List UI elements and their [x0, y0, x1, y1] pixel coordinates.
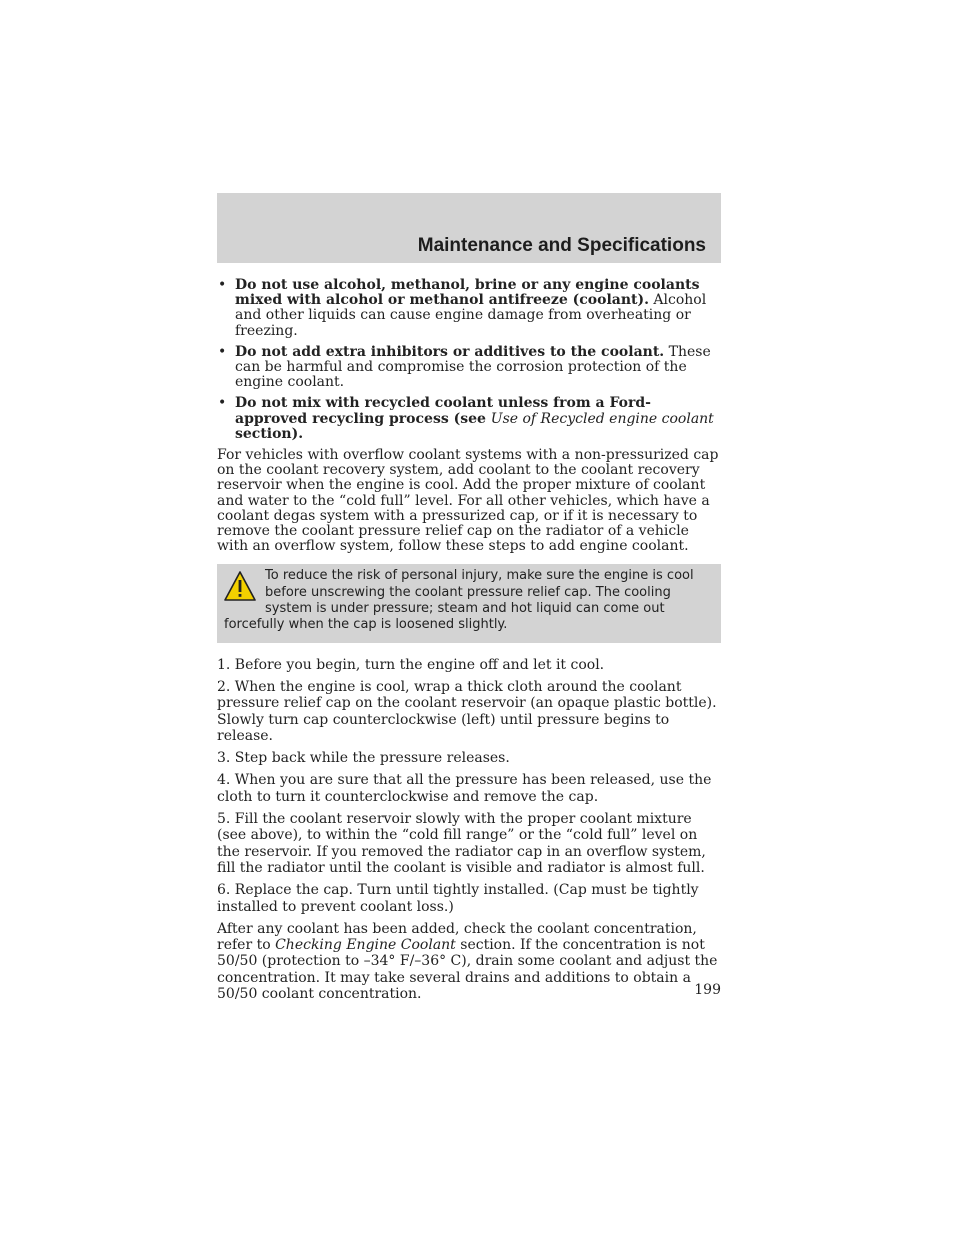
bullet-bold-text: Do not mix with recycled coolant unless from a Ford-approved recycling process (see: [235, 395, 651, 427]
bullet-bold-text: Do not add extra inhibitors or additives to the coolant.: [235, 343, 665, 360]
step-item: 2. When the engine is cool, wrap a thick cloth around the coolant pressure relief cap on the coolant reservoir (an opaque plastic bottle). Slowly turn cap counterclockwise (left) until pressure begins to release.: [217, 678, 717, 744]
bullet-dot-icon: •: [218, 395, 227, 412]
bullet-reference-link-text: Use of Recycled engine coolant: [490, 410, 714, 427]
closing-text-before: After any coolant has been added, check the coolant concentration, refer to: [217, 920, 697, 954]
warning-triangle-icon: [224, 570, 256, 602]
bullet-text: Alcohol and other liquids can cause engine damage from overheating or freezing.: [235, 292, 707, 339]
step-item: 4. When you are sure that all the pressure has been released, use the cloth to turn it counterclockwise and remove the cap.: [217, 772, 712, 805]
bullet-item: [217, 396, 721, 442]
steps-list: [217, 657, 721, 1003]
caution-bullet-list: [217, 278, 721, 442]
page-number: 199: [694, 982, 721, 998]
step-item: 6. Replace the cap. Turn until tightly installed. (Cap must be tightly installed to prevent coolant loss.): [217, 882, 699, 915]
step-item: 5. Fill the coolant reservoir slowly with the proper coolant mixture (see above), to within the “cold fill range” or the “cold full” level on the reservoir. If you removed the radiator cap in an overflow system, fill the radiator until the coolant is visible and radiator is almost full.: [217, 811, 706, 876]
step-item: 3. Step back while the pressure releases.: [217, 750, 510, 767]
intro-paragraph: For vehicles with overflow coolant systems with a non-pressurized cap on the coolant recovery system, add coolant to the coolant recovery reservoir when the engine is cool. Add the proper mixture of coolant and water to the “cold full” level. For all other vehicles, which have a coolant degas system with a pressurized cap, or if it is necessary to remove the coolant pressure relief cap on the radiator of a vehicle with an overflow system, follow these steps to add engine coolant.: [217, 447, 719, 555]
closing-paragraph: [217, 921, 721, 1002]
bullet-item: [217, 278, 721, 339]
bullet-item: [217, 345, 721, 391]
bullet-text: These can be harmful and compromise the corrosion protection of the engine coolant.: [235, 343, 711, 391]
closing-text-after: section. If the concentration is not 50/50 (protection to –34° F/–36° C), drain some coolant and adjust the concentration. It may take several drains and additions to obtain a 50/50 coolant concentration.: [217, 937, 718, 1002]
warning-box: [217, 564, 721, 642]
bullet-dot-icon: •: [218, 343, 227, 360]
section-header: [217, 193, 721, 263]
bullet-bold-text-end: section).: [235, 425, 304, 442]
section-title: Maintenance and Specifications: [417, 235, 706, 256]
step-item: 1. Before you begin, turn the engine off and let it cool.: [217, 656, 605, 673]
warning-text: To reduce the risk of personal injury, make sure the engine is cool before unscrewing the coolant pressure relief cap. The cooling system is under pressure; steam and hot liquid can come out forcefully when the cap is loosened slightly.: [224, 568, 694, 633]
bullet-bold-text: Do not use alcohol, methanol, brine or any engine coolants mixed with alcohol or methanol antifreeze (coolant).: [235, 277, 700, 309]
page-content: [217, 278, 721, 1008]
closing-reference-text: Checking Engine Coolant: [275, 937, 456, 954]
bullet-dot-icon: •: [218, 277, 227, 293]
